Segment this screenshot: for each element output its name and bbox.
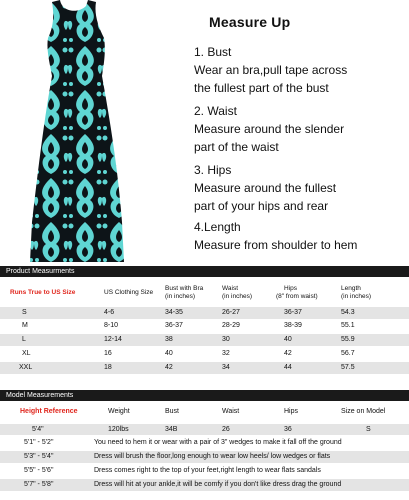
header-length-unit: (in inches) — [341, 293, 371, 300]
height-note-row — [0, 465, 409, 477]
header-weight: Weight — [108, 408, 130, 415]
cell-length: 57.5 — [341, 364, 355, 371]
cell-hips: 36-37 — [284, 309, 302, 316]
cell-fit-note: Dress will brush the floor,long enough to wear low heels/ low wedges or flats — [94, 453, 331, 460]
cell-bust: 42 — [165, 364, 173, 371]
cell-waist: 26-27 — [222, 309, 240, 316]
cell-length: 54.3 — [341, 309, 355, 316]
cell-height-range: 5'7" - 5'8" — [24, 481, 54, 488]
cell-length: 55.1 — [341, 322, 355, 329]
cell-model-height: 5'4" — [32, 426, 44, 433]
table-row — [0, 320, 409, 332]
cell-us: 8-10 — [104, 322, 119, 329]
waist-instruction-line-2: part of the waist — [194, 140, 279, 154]
cell-bust: 36-37 — [165, 322, 183, 329]
length-heading: 4.Length — [194, 220, 241, 234]
bust-heading: 1. Bust — [194, 45, 232, 59]
product-table-header — [0, 282, 409, 304]
cell-us: 4-6 — [104, 309, 115, 316]
cell-hips: 38-39 — [284, 322, 302, 329]
header-hips-title: Hips — [284, 285, 298, 292]
header-hips-unit: (8" from waist) — [276, 293, 318, 300]
header-waist-unit: (in inches) — [222, 293, 252, 300]
header-us-size: US Clothing Size — [104, 289, 154, 296]
product-measurements-bar: Product Measurments — [0, 266, 409, 277]
cell-fit-note: You need to hem it or wear with a pair of 3" wedges to make it fall off the ground — [94, 439, 342, 446]
cell-size: XXL — [19, 364, 33, 371]
cell-us: 16 — [104, 350, 112, 357]
header-hips: Hips — [284, 408, 299, 415]
cell-model-weight: 120lbs — [108, 426, 129, 433]
header-bust: Bust — [165, 408, 180, 415]
table-row — [0, 307, 409, 319]
cell-us: 18 — [104, 364, 112, 371]
cell-size: S — [22, 309, 27, 316]
model-stats-row — [0, 424, 409, 435]
hips-heading: 3. Hips — [194, 163, 232, 177]
cell-fit-note: Dress comes right to the top of your feet,right length to wear flats sandals — [94, 467, 321, 474]
hips-instruction-line-2: part of your hips and rear — [194, 199, 329, 213]
dress-product-image — [0, 0, 150, 264]
model-measurements-bar: Model Measurements — [0, 390, 409, 401]
cell-model-size: S — [366, 426, 371, 433]
header-bust-title: Bust with Bra — [165, 285, 204, 292]
bust-instruction-line-1: Wear an bra,pull tape across — [194, 63, 348, 77]
waist-heading: 2. Waist — [194, 104, 237, 118]
header-bust-unit: (in inches) — [165, 293, 195, 300]
header-waist: Waist — [222, 408, 240, 415]
model-table-header — [0, 405, 409, 419]
table-row — [0, 362, 409, 374]
table-row — [0, 334, 409, 346]
header-size-on-model: Size on Model — [341, 408, 386, 415]
cell-length: 56.7 — [341, 350, 355, 357]
waist-instruction-line-1: Measure around the slender — [194, 122, 345, 136]
cell-model-waist: 26 — [222, 426, 230, 433]
cell-waist: 28-29 — [222, 322, 240, 329]
cell-waist: 34 — [222, 364, 230, 371]
cell-bust: 40 — [165, 350, 173, 357]
length-instruction-line-1: Measure from shoulder to hem — [194, 238, 358, 252]
cell-height-range: 5'3" - 5'4" — [24, 453, 54, 460]
cell-size: M — [22, 322, 28, 329]
header-length-title: Length — [341, 285, 361, 292]
header-height-reference: Height Reference — [20, 408, 78, 415]
cell-hips: 40 — [284, 336, 292, 343]
cell-model-bust: 34B — [165, 426, 178, 433]
cell-hips: 42 — [284, 350, 292, 357]
header-size-reference: Runs True to US Size — [10, 289, 76, 296]
cell-bust: 34-35 — [165, 309, 183, 316]
cell-hips: 44 — [284, 364, 292, 371]
cell-fit-note: Dress will hit at your ankle,it will be comfy if you don't like dress drag the ground — [94, 481, 342, 488]
cell-us: 12-14 — [104, 336, 122, 343]
header-waist-title: Waist — [222, 285, 239, 292]
cell-length: 55.9 — [341, 336, 355, 343]
cell-model-hips: 36 — [284, 426, 292, 433]
cell-waist: 30 — [222, 336, 230, 343]
measure-up-title: Measure Up — [209, 14, 291, 30]
bust-instruction-line-2: the fullest part of the bust — [194, 81, 329, 95]
cell-bust: 38 — [165, 336, 173, 343]
height-note-row — [0, 479, 409, 491]
hips-instruction-line-1: Measure around the fullest — [194, 181, 337, 195]
height-note-row — [0, 451, 409, 463]
cell-height-range: 5'1" - 5'2" — [24, 439, 54, 446]
table-row — [0, 348, 409, 360]
cell-size: L — [22, 336, 26, 343]
cell-waist: 32 — [222, 350, 230, 357]
cell-size: XL — [22, 350, 31, 357]
cell-height-range: 5'5" - 5'6" — [24, 467, 54, 474]
height-note-row — [0, 437, 409, 449]
